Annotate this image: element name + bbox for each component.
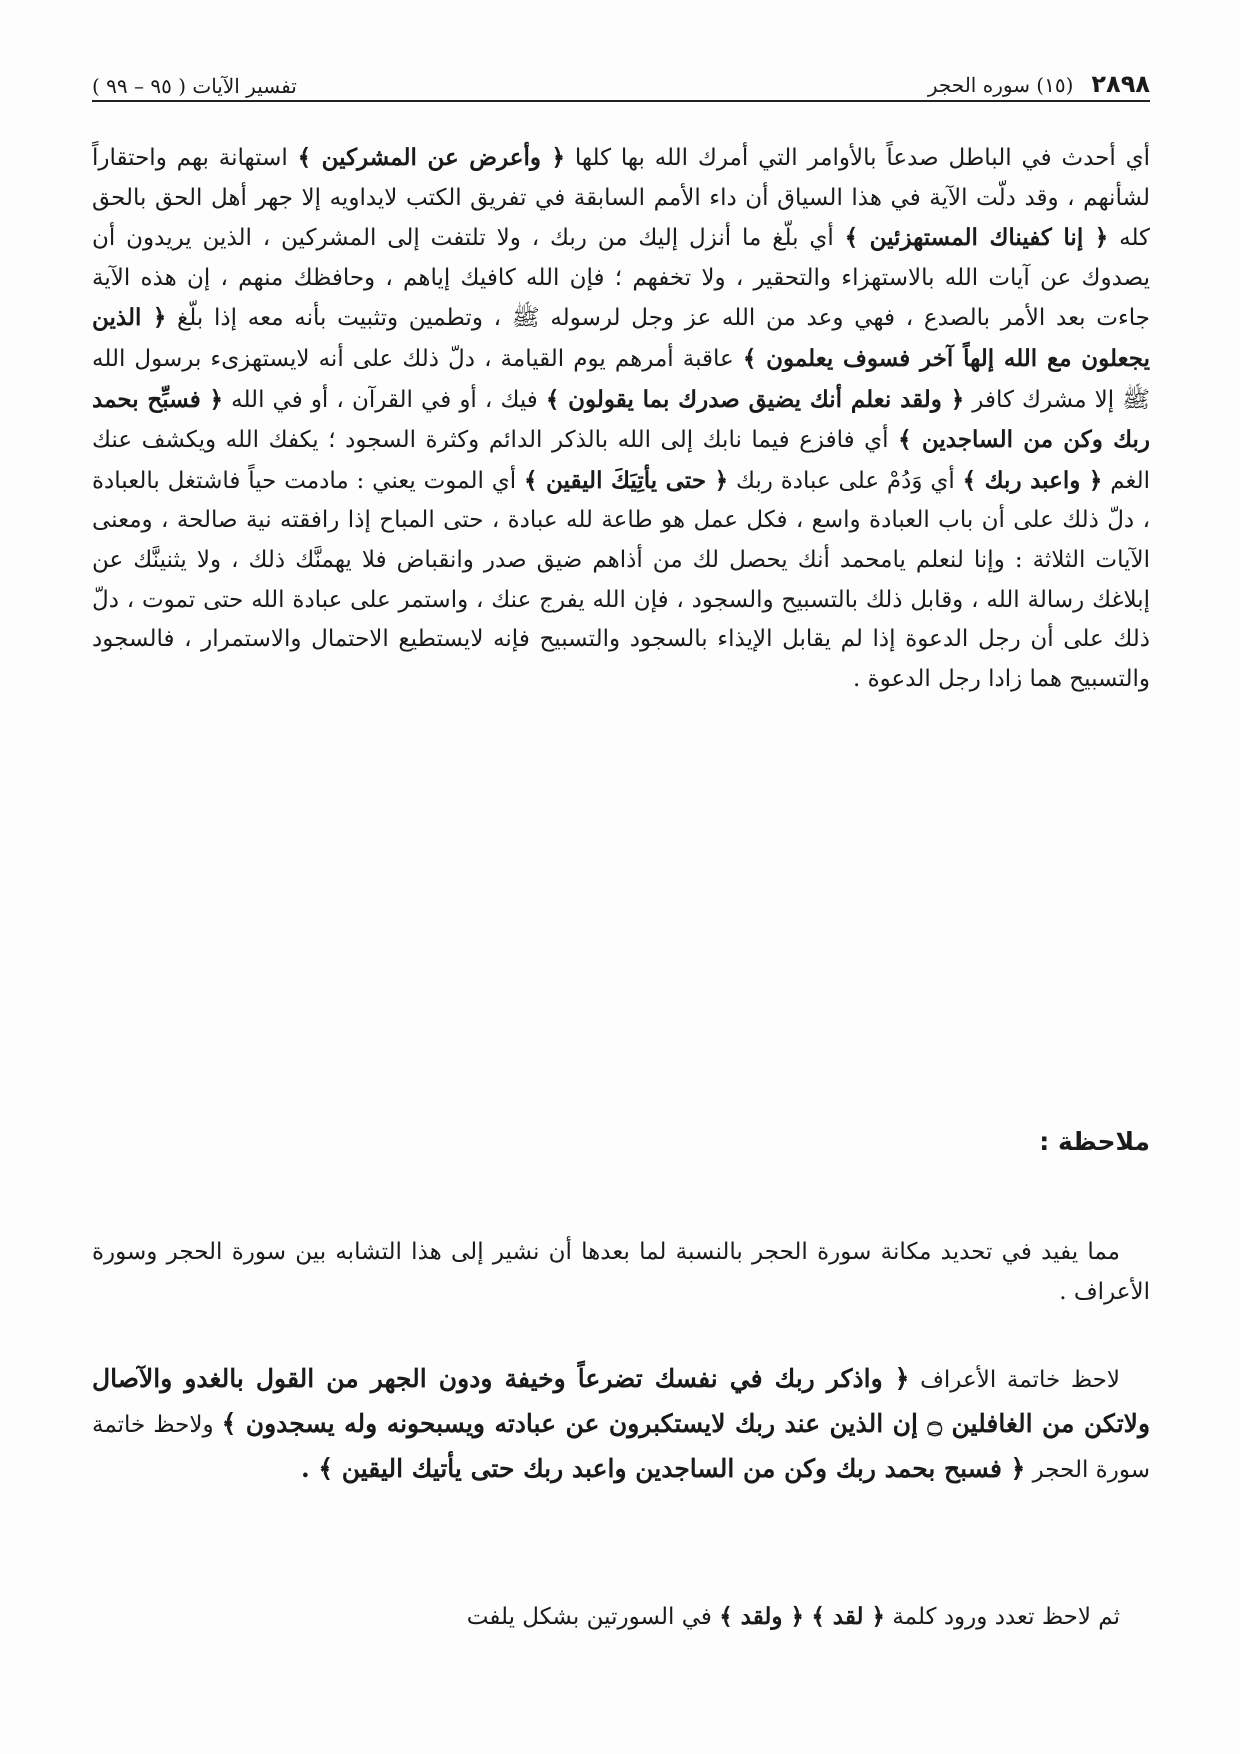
quran-verse: ﴿ فسبِّح بحمد ربك وكن من الساجدين ﴾ <box>92 385 1151 454</box>
comparison-paragraph <box>92 1357 1150 1492</box>
commentary-text: استهانة بهم واحتقاراً لشأنهم ، وقد دلّت الآية في هذا السياق أن داء الأمم السابقة في تفريق الكتب لايداويه إلا جهر أهل الحق بالحق كله <box>92 145 1151 252</box>
page-header <box>92 58 1150 98</box>
page-number: ٢٨٩٨ <box>1091 70 1150 98</box>
quran-verse: ﴿ وأعرض عن المشركين ﴾ <box>297 144 565 171</box>
commentary-text: ثم لاحظ تعدد ورود كلمة <box>892 1604 1120 1630</box>
commentary-text: أي أحدث في الباطل صدعاً بالأوامر التي أمرك الله بها كلها <box>574 145 1151 171</box>
commentary-text: ولاحظ خاتمة سورة الحجر <box>92 1412 1150 1483</box>
commentary-text: أي فافزع فيما نابك إلى الله بالذكر الدائم وكثرة السجود ؛ يكفك الله ويكشف عنك الغم <box>92 427 1151 494</box>
header-right <box>928 70 1150 98</box>
note-paragraph <box>92 1232 1150 1312</box>
commentary-text: لاحظ خاتمة الأعراف <box>920 1367 1121 1393</box>
commentary-text: في السورتين بشكل يلفت <box>466 1604 712 1630</box>
commentary-text: أي الموت يعني : مادمت حياً فاشتغل بالعبادة ، دلّ ذلك على أن باب العبادة واسع ، فكل عمل هو طاعة لله عبادة ، حتى المباح إذا رافقته نية صالحة ، ومعنى الآيات الثلاثة : وإنا لنعلم يامحمد أنك يحصل لك من أذاهم ضيق صدر وانقباض فلا يهمنَّك ذلك ، ولا يثنينَّك عن إبلاغك رسالة الله ، وقابل ذلك بالتسبيح والسجود ، فإن الله يفرج عنك ، واستمر على عبادة الله حتى تموت ، دلّ ذلك على أن رجل الدعوة إذا لم يقابل الإيذاء بالسجود والتسبيح فإنه لايستطيع الاحتمال والاستمرار ، فالسجود والتسبيح هما زادا رجل الدعوة . <box>92 467 1150 692</box>
quran-verse: ﴿ ولقد ﴾ <box>719 1603 804 1630</box>
note-text: مما يفيد في تحديد مكانة سورة الحجر بالنسبة لما بعدها أن نشير إلى هذا التشابه بين سورة الحجر وسورة الأعراف . <box>92 1239 1150 1305</box>
quran-verse: ﴿ ولقد نعلم أنك يضيق صدرك بما يقولون ﴾ <box>545 385 965 413</box>
commentary-text: أي بلّغ ما أنزل إليك من ربك ، ولا تلتفت إلى المشركين ، الذين يريدون أن يصدوك عن آيات الله بالاستهزاء والتحقير ، ولا تخفهم ؛ فإن الله كافيك إياهم ، وحافظك منهم ، إن هذه الآية جاءت بعد الأمر بالصدع ، فهي وعد من الله عز وجل لرسوله ﷺ ، وتطمين وتثبيت بأنه معه إذا بلّغ <box>92 225 1151 332</box>
surah-title: (١٥) سوره الحجر <box>927 73 1074 97</box>
final-paragraph <box>92 1597 1150 1637</box>
quran-verse: ﴿ واذكر ربك في نفسك تضرعاً وخيفة ودون الجهر من القول بالغدو والآصال ولاتكن من الغافلين ۝ إن الذين عند ربك لايستكبرون عن عبادته ويسبحونه وله يسجدون ﴾ <box>92 1364 1151 1438</box>
commentary-text: عاقبة أمرهم يوم القيامة ، دلّ ذلك على أنه لايستهزىء برسول الله ﷺ إلا مشرك كافر <box>92 345 1151 413</box>
note-heading: ملاحظة : <box>1039 1127 1150 1156</box>
quran-verse: ﴿ لقد ﴾ <box>811 1603 885 1630</box>
quran-verse: ﴿ الذين يجعلون مع الله إلهاً آخر فسوف يعلمون ﴾ <box>92 304 1151 372</box>
section-title: تفسير الآيات ( ٩٥ – ٩٩ ) <box>92 74 297 98</box>
commentary-text: أي وَدُمْ على عبادة ربك <box>735 467 955 494</box>
quran-verse: ﴿ واعبد ربك ﴾ <box>962 466 1103 494</box>
quran-verse: ﴿ حتى يأتِيَكَ اليقين ﴾ <box>524 466 729 494</box>
quran-verse: ﴿ إنا كفيناك المستهزئين ﴾ <box>844 224 1109 252</box>
tafsir-paragraph <box>92 138 1150 699</box>
commentary-text: فيك ، أو في القرآن ، أو في الله <box>231 386 538 413</box>
quran-verse: ﴿ فسبح بحمد ربك وكن من الساجدين واعبد ربك حتى يأتيك اليقين ﴾ . <box>300 1454 1026 1483</box>
header-divider <box>92 100 1150 102</box>
